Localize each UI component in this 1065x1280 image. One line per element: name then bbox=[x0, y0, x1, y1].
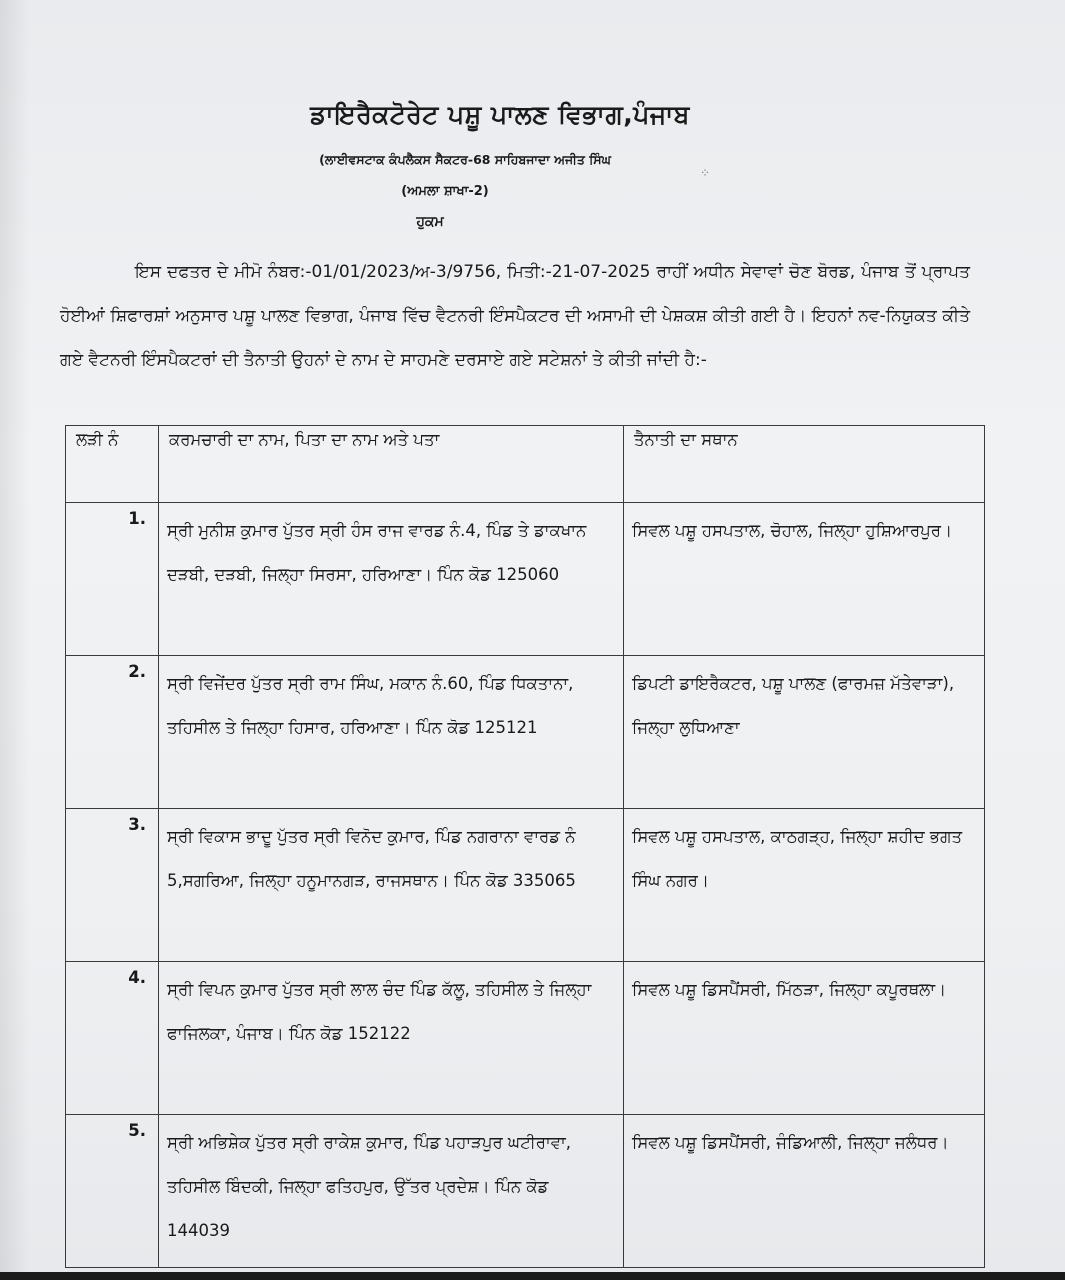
employee-details: ਸ੍ਰੀ ਵਿਜੇਂਦਰ ਪੁੱਤਰ ਸ੍ਰੀ ਰਾਮ ਸਿੰਘ, ਮਕਾਨ ਨੰ.60, ਪਿੰਡ ਧਿਕਤਾਨਾ, ਤਹਿਸੀਲ ਤੇ ਜਿਲ੍ਹਾ ਹਿਸਾਰ, ਹਰਿਆਣਾ। ਪਿੰਨ ਕੋਡ 125121 bbox=[159, 656, 624, 809]
serial-number: 2. bbox=[66, 656, 159, 809]
serial-number: 5. bbox=[66, 1115, 159, 1268]
employee-details: ਸ੍ਰੀ ਵਿਪਨ ਕੁਮਾਰ ਪੁੱਤਰ ਸ੍ਰੀ ਲਾਲ ਚੰਦ ਪਿੰਡ ਕੱਲੂ, ਤਹਿਸੀਲ ਤੇ ਜਿਲ੍ਹਾ ਫਾਜਿਲਕਾ, ਪੰਜਾਬ। ਪਿੰਨ ਕੋਡ 152122 bbox=[159, 962, 624, 1115]
order-heading: ਹੁਕਮ bbox=[416, 214, 444, 230]
office-address: (ਲਾਈਵਸਟਾਕ ਕੰਪਲੈਕਸ ਸੈਕਟਰ-68 ਸਾਹਿਬਜਾਦਾ ਅਜੀਤ ਸਿੰਘ bbox=[319, 152, 611, 167]
header-serial: ਲੜੀ ਨੰ bbox=[66, 426, 159, 503]
table-header-row bbox=[66, 426, 985, 503]
posting-station: ਸਿਵਲ ਪਸ਼ੂ ਡਿਸਪੈਂਸਰੀ, ਜੰਡਿਆਲੀ, ਜਿਲ੍ਹਾ ਜਲੰਧਰ। bbox=[624, 1115, 985, 1268]
posting-station: ਡਿਪਟੀ ਡਾਇਰੈਕਟਰ, ਪਸ਼ੂ ਪਾਲਣ (ਫਾਰਮਜ਼ ਮੱਤੇਵਾੜਾ), ਜਿਲ੍ਹਾ ਲੁਧਿਆਣਾ bbox=[624, 656, 985, 809]
serial-number: 1. bbox=[66, 503, 159, 656]
employee-details: ਸ੍ਰੀ ਮੁਨੀਸ਼ ਕੁਮਾਰ ਪੁੱਤਰ ਸ੍ਰੀ ਹੰਸ ਰਾਜ ਵਾਰਡ ਨੰ.4, ਪਿੰਡ ਤੇ ਡਾਕਖਾਨ ਦੜਬੀ, ਦੜਬੀ, ਜਿਲ੍ਹਾ ਸਿਰਸਾ, ਹਰਿਆਣਾ। ਪਿੰਨ ਕੋਡ 125060 bbox=[159, 503, 624, 656]
postings-table bbox=[65, 425, 985, 1268]
table-row bbox=[66, 962, 985, 1115]
posting-station: ਸਿਵਲ ਪਸ਼ੂ ਹਸਪਤਾਲ, ਕਾਠਗੜ੍ਹ, ਜਿਲ੍ਹਾ ਸ਼ਹੀਦ ਭਗਤ ਸਿੰਘ ਨਗਰ। bbox=[624, 809, 985, 962]
employee-details: ਸ੍ਰੀ ਵਿਕਾਸ ਭਾਦੂ ਪੁੱਤਰ ਸ੍ਰੀ ਵਿਨੋਦ ਕੁਮਾਰ, ਪਿੰਡ ਨਗਰਾਨਾ ਵਾਰਡ ਨੰ 5,ਸਗਰਿਆ, ਜਿਲ੍ਹਾ ਹਨੂਮਾਨਗੜ, ਰਾਜਸਥਾਨ। ਪਿੰਨ ਕੋਡ 335065 bbox=[159, 809, 624, 962]
office-title: ਡਾਇਰੈਕਟੋਰੇਟ ਪਸ਼ੂ ਪਾਲਣ ਵਿਭਾਗ,ਪੰਜਾਬ bbox=[310, 100, 690, 129]
table-row bbox=[66, 656, 985, 809]
table-row bbox=[66, 503, 985, 656]
employee-details: ਸ੍ਰੀ ਅਭਿਸ਼ੇਕ ਪੁੱਤਰ ਸ੍ਰੀ ਰਾਕੇਸ਼ ਕੁਮਾਰ, ਪਿੰਡ ਪਹਾੜਪੁਰ ਘਟੀਰਾਵਾ, ਤਹਿਸੀਲ ਬਿੰਦਕੀ, ਜਿਲ੍ਹਾ ਫਤਿਹਪੁਰ, ਉੱਤਰ ਪ੍ਰਦੇਸ਼। ਪਿੰਨ ਕੋਡ 144039 bbox=[159, 1115, 624, 1268]
table-row bbox=[66, 809, 985, 962]
intro-paragraph: ਇਸ ਦਫਤਰ ਦੇ ਮੀਮੋ ਨੰਬਰ:-01/01/2023/ਅ-3/9756, ਮਿਤੀ:-21-07-2025 ਰਾਹੀਂ ਅਧੀਨ ਸੇਵਾਵਾਂ ਚੋਣ ਬੋਰਡ, ਪੰਜਾਬ ਤੋਂ ਪ੍ਰਾਪਤ ਹੋਈਆਂ ਸ਼ਿਫਾਰਸ਼ਾਂ ਅਨੁਸਾਰ ਪਸ਼ੂ ਪਾਲਣ ਵਿਭਾਗ, ਪੰਜਾਬ ਵਿੱਚ ਵੈਟਨਰੀ ਇੰਸਪੈਕਟਰ ਦੀ ਅਸਾਮੀ ਦੀ ਪੇਸ਼ਕਸ਼ ਕੀਤੀ ਗਈ ਹੈ। ਇਹਨਾਂ ਨਵ-ਨਿਯੁਕਤ ਕੀਤੇ ਗਏ ਵੈਟਨਰੀ ਇੰਸਪੈਕਟਰਾਂ ਦੀ ਤੈਨਾਤੀ ਉਹਨਾਂ ਦੇ ਨਾਮ ਦੇ ਸਾਹਮਣੇ ਦਰਸਾਏ ਗਏ ਸਟੇਸ਼ਨਾਂ ਤੇ ਕੀਤੀ ਜਾਂਦੀ ਹੈ:- bbox=[60, 262, 970, 370]
scan-mark: ⁘ bbox=[700, 166, 711, 180]
header-employee: ਕਰਮਚਾਰੀ ਦਾ ਨਾਮ, ਪਿਤਾ ਦਾ ਨਾਮ ਅਤੇ ਪਤਾ bbox=[159, 426, 624, 503]
table-row bbox=[66, 1115, 985, 1268]
serial-number: 4. bbox=[66, 962, 159, 1115]
branch-name: (ਅਮਲਾ ਸ਼ਾਖਾ-2) bbox=[401, 184, 489, 199]
header-station: ਤੈਨਾਤੀ ਦਾ ਸਥਾਨ bbox=[624, 426, 985, 503]
posting-station: ਸਿਵਲ ਪਸ਼ੂ ਹਸਪਤਾਲ, ਚੋਹਾਲ, ਜਿਲ੍ਹਾ ਹੁਸ਼ਿਆਰਪੁਰ। bbox=[624, 503, 985, 656]
posting-station: ਸਿਵਲ ਪਸ਼ੂ ਡਿਸਪੈਂਸਰੀ, ਮਿੱਠੜਾ, ਜਿਲ੍ਹਾ ਕਪੂਰਥਲਾ। bbox=[624, 962, 985, 1115]
serial-number: 3. bbox=[66, 809, 159, 962]
